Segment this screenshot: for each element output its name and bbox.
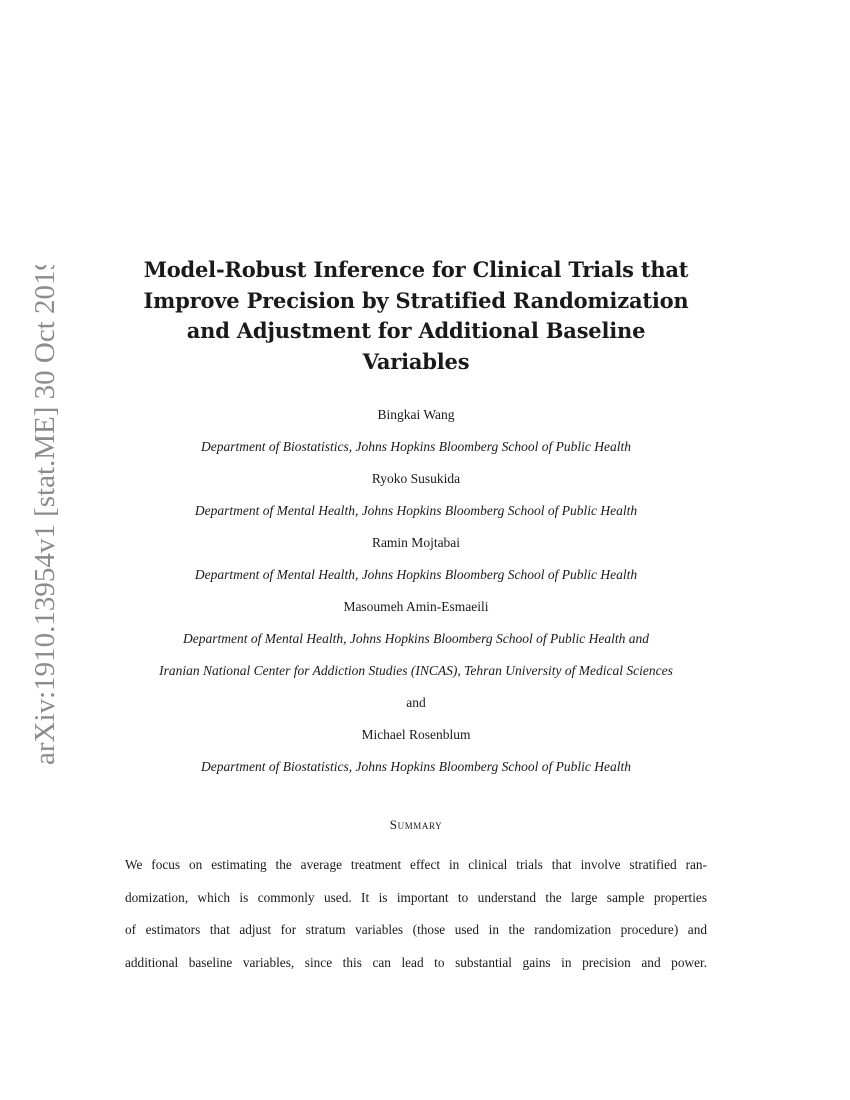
author-name: Masoumeh Amin-Esmaeili [343,599,489,614]
author-affiliation: Department of Mental Health, Johns Hopkins Bloomberg School of Public Health and [183,631,649,646]
title-line: Model-Robust Inference for Clinical Trials that [143,257,689,282]
summary-text [125,849,707,979]
author-affiliation: Department of Biostatistics, Johns Hopkins Bloomberg School of Public Health [201,439,631,454]
arxiv-stamp [16,265,66,765]
summary-line: additional baseline variables, since this can lead to substantial gains in precision and power. [125,954,707,970]
author-affiliation: Department of Mental Health, Johns Hopkins Bloomberg School of Public Health [194,567,638,582]
author-conjunction: and [406,695,426,710]
author-list [60,405,772,789]
title-line: and Adjustment for Additional Baseline [186,318,646,343]
author-affiliation: Department of Biostatistics, Johns Hopkins Bloomberg School of Public Health [201,759,631,774]
author-affiliation: Iranian National Center for Addiction Studies (INCAS), Tehran University of Medical Sciences [159,663,673,678]
title-line: Variables [362,348,470,374]
summary-heading: Summary [389,817,443,832]
arxiv-stamp-text: arXiv:1910.13954v1 [stat.ME] 30 Oct 2019 [29,265,61,765]
summary-line: domization, which is commonly used. It is important to understand the large sample properties [125,889,707,905]
summary-line: We focus on estimating the average treatment effect in clinical trials that involve stratified ran- [125,857,707,872]
summary-line: of estimators that adjust for stratum variables (those used in the randomization procedure) and [125,922,707,937]
author-name: Ryoko Susukida [371,471,461,486]
author-name: Bingkai Wang [377,407,455,422]
author-affiliation: Department of Mental Health, Johns Hopkins Bloomberg School of Public Health [194,503,638,518]
title-line: Improve Precision by Stratified Randomization [143,287,689,313]
paper-title [110,255,722,377]
author-name: Ramin Mojtabai [371,535,461,550]
author-name: Michael Rosenblum [361,727,471,742]
